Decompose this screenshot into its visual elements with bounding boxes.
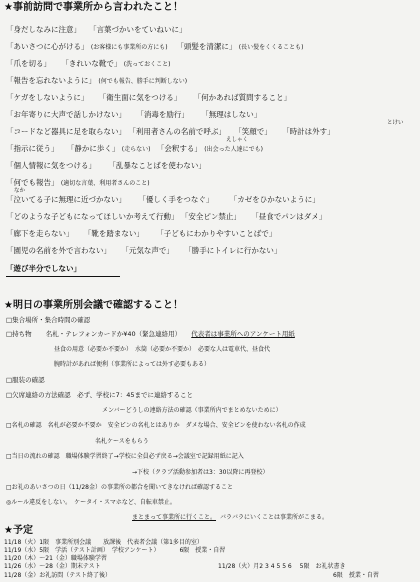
rule-row: 「あいさつに心がける」 (お客様にも事業所の方にも) 「頭髪を清潔に」 (長い髪をくくることも) (6, 42, 304, 51)
check-subitem: 名札ケースをもらう (95, 438, 149, 445)
check-subitem: まとまって事業所に行くこと。 バラバラにいくことは事業所がこまる。 (132, 514, 329, 521)
rule-row: 「爪を切る」 「きれいな靴で」 (洗っておくこと) (6, 59, 171, 68)
rule-row: 「身だしなみに注意」 「言葉づかいをていねいに」 (6, 25, 187, 34)
rule-row: 「お年寄りに大声で話しかけない」 「消毒を励行」 「無理はしない」 (6, 110, 262, 119)
schedule-row: 11/26（水）〜28（金）期末テスト (4, 563, 101, 570)
check-subitem: →下校（クラブ活動参加者は3：30以降に再登校） (132, 469, 269, 476)
rule-row: 「指示に従う」 「静かに歩く」 (走らない) 「会釈する」 (出会った人達にでも) (6, 144, 263, 153)
check-item: □当日の流れの確認 職場体験学習終了→学校に全員必ず戻る→会議室で記録用紙に記入 (6, 453, 244, 460)
check-item: □名札の確認 名札が必要か不要か 安全ピンの名札とはありか ダメな場合、安全ピンを使わない名札の作成 (6, 422, 306, 429)
schedule-row: 11/19（水）5限 学活（テスト計画） 学校アンケート） 6限 授業・自習 (4, 547, 226, 554)
representative-survey-note: 代表者は事業所へのアンケート用紙 (191, 330, 295, 338)
rule-row: 「園児の名前を外で言わない」 「元気な声で」 「勝手にトイレに行かない」 (6, 246, 282, 255)
schedule-row: 11/18（火）1限 事業所別会議 放課後 代表者会議（第1多目的室） (4, 539, 203, 546)
check-item: □欠席連絡の方法確認 必ず、学校に7：45までに連絡すること (6, 391, 194, 399)
rule-row: 「コードなど器具に足を取らない」 「利用者さんの名前で呼ぶ」 「笑顔で」 「時計は外す」 (6, 127, 335, 136)
schedule-row: 11/20（木）〜21（金）職場体験学習 (4, 555, 107, 562)
section1-heading: ★事前訪問で事業所から言われたこと！ (4, 2, 183, 13)
check-item: □持ち物 名札・テレフォンカードか¥40（緊急連絡用） 代表者は事業所へのアンケート用紙 (6, 330, 295, 338)
check-item: □服装の確認 (6, 376, 45, 384)
schedule-row-right: 6限 授業・自習 (333, 572, 379, 579)
furigana-tokei: とけい (387, 120, 404, 126)
section3-heading: ★予定 (4, 525, 33, 536)
rule-row: 「何でも報告」 (適切な言葉、利用者さんのこと) (6, 178, 150, 187)
schedule-row-right: 11/28（火）月2 3 4 5 5 6 5限 お礼状書き (218, 563, 346, 570)
section2-heading: ★明日の事業所別会議で確認すること！ (4, 300, 183, 311)
rule-row: 「泣いてる子に無理に近づかない」 「優しく手をつなぐ」 「カゼをひかないように」 (6, 195, 320, 204)
rule-row: 「どのような子どもになってほしいか考えて行動」 「安全ピン禁止」 「昼食でパンはダメ」 (6, 212, 327, 221)
check-item: □集合場所・集合時間の確認 (6, 316, 91, 324)
rule-row: 「廊下を走らない」 「靴を踏まない」 「子どもにわかりやすいことばで」 (6, 229, 277, 238)
rule-row: 「ケガをしないように」 「衛生面に気をつける」 「何かあれば質問すること」 (6, 93, 292, 102)
furigana-naka: なか (14, 188, 26, 194)
rule-row: 「個人情報に気をつける」 「乱暴なことばを使わない」 (6, 161, 206, 170)
furigana-eshaku: えしゃく (226, 137, 249, 143)
check-item: □お礼のあいさつの日（11/28金）の事業所の都合を聞いてきなければ確認すること (6, 484, 233, 491)
check-subitem: 昼食の用意（必要か不要か） 水筒（必要か不要か） 必要な人は電車代、昼食代 (54, 346, 271, 353)
check-subitem: メンバーどうしの連絡方法の確認（事業所内でまとめないために） (102, 407, 282, 414)
schedule-row: 11/28（金）お礼訪問（テスト終了後） (4, 572, 112, 579)
check-item: ◎ルール違反をしない。 ケータイ・スマホなど、自転車禁止。 (6, 499, 176, 506)
rule-row: 「報告を忘れないように」 (何でも報告、勝手に判断しない) (6, 76, 188, 85)
check-subitem: 腕時計があれば便利（事業所によっては外す必要もある） (54, 361, 211, 368)
emphasis-underline (6, 276, 120, 277)
rule-row-emphasis: 「遊び半分でしない」 (6, 264, 81, 273)
